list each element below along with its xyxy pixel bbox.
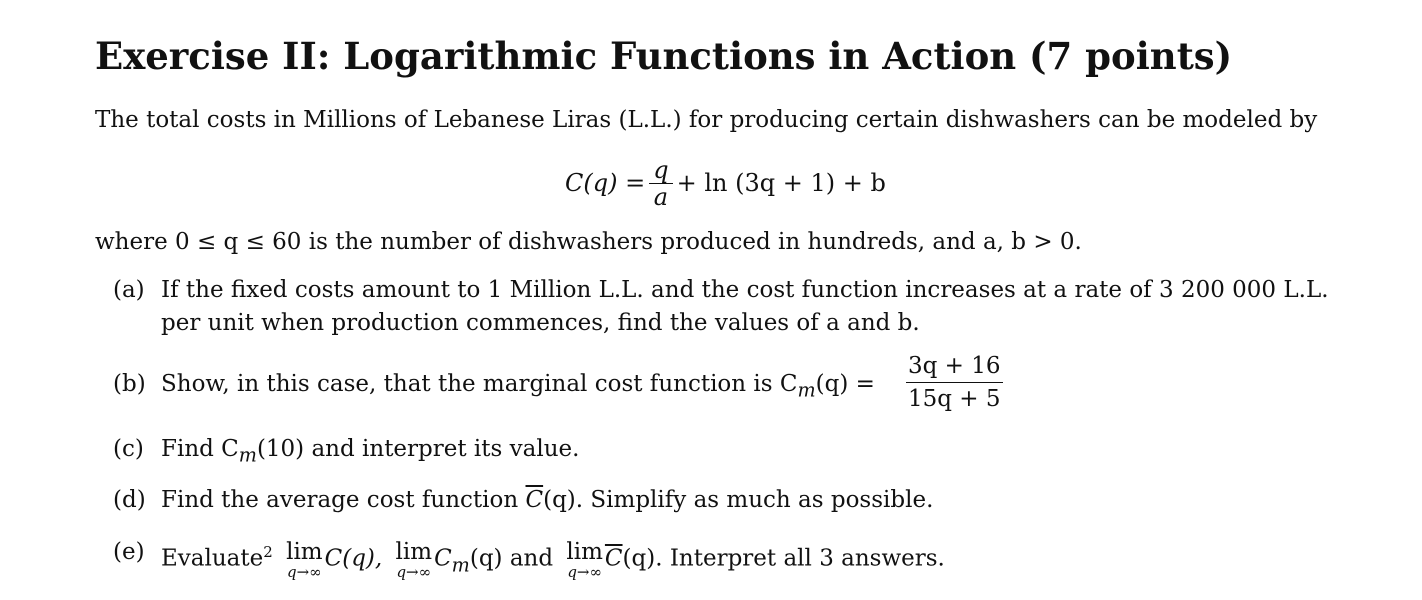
formula-fraction: [649, 157, 672, 210]
part-d: [113, 484, 934, 517]
part-c-pre: Find C: [161, 436, 239, 462]
part-a: [113, 274, 1329, 307]
part-b-after: (q) =: [815, 371, 875, 397]
part-e-expr1: C(q),: [324, 545, 383, 572]
domain-statement: where 0 ≤ q ≤ 60 is the number of dishwashers produced in hundreds, and a, b > 0.: [95, 229, 1082, 255]
limit-word: lim: [566, 539, 603, 565]
limit-subscript: q→∞: [567, 563, 602, 581]
cost-formula: [565, 150, 886, 216]
limit-word: lim: [395, 539, 433, 565]
marginal-frac-numerator: 3q + 16: [908, 353, 1001, 379]
part-a-line2: per unit when production commences, find the values of a and b.: [161, 310, 920, 336]
intro-paragraph: The total costs in Millions of Lebanese Liras (L.L.) for producing certain dishwashers can be modeled by: [95, 107, 1318, 133]
part-e-cbar: $\overline{C}$: [604, 545, 623, 572]
part-e-expr3-post: (q). Interpret all 3 answers.: [622, 545, 945, 572]
part-b-text: Show, in this case, that the marginal cost function is C: [161, 371, 798, 397]
part-b: [113, 353, 1001, 412]
formula-lhs: C(q) =: [565, 169, 646, 197]
formula-frac-numerator: q: [653, 155, 669, 184]
part-b-label: (b): [113, 371, 146, 397]
part-a-continued: [113, 307, 920, 340]
exercise-title: Exercise II: Logarithmic Functions in Action (7 points): [95, 34, 1233, 78]
limit-subscript: q→∞: [396, 563, 432, 581]
marginal-cost-fraction: [906, 350, 1003, 415]
part-d-pre: Find the average cost function: [161, 487, 526, 513]
part-e-expr2-subscript: m: [451, 553, 470, 577]
part-d-cbar: $\overline{C}$: [525, 487, 544, 513]
part-e-label: (e): [113, 539, 145, 565]
part-c: [113, 433, 580, 467]
formula-frac-denominator: a: [653, 182, 669, 211]
part-d-label: (d): [113, 487, 146, 513]
limit-1: [286, 536, 323, 579]
part-e-expr2: C: [434, 545, 452, 572]
footnote-marker: 2: [263, 543, 273, 561]
part-e-pre: Evaluate: [161, 545, 264, 572]
part-c-label: (c): [113, 436, 144, 462]
part-c-subscript: m: [238, 443, 257, 467]
part-e-expr2-post: (q) and: [469, 545, 554, 572]
part-a-line1: If the fixed costs amount to 1 Million L.L. and the cost function increases at a rate of 3 200 000 L.L.: [161, 277, 1329, 303]
limit-subscript: q→∞: [287, 563, 322, 581]
formula-rhs: + ln (3q + 1) + b: [676, 169, 886, 197]
part-c-post: (10) and interpret its value.: [256, 436, 580, 462]
limit-3: [566, 536, 603, 579]
part-d-post: (q). Simplify as much as possible.: [543, 487, 934, 513]
part-e: [113, 536, 945, 581]
limit-word: lim: [286, 539, 323, 565]
marginal-frac-denominator: 15q + 5: [908, 386, 1001, 412]
part-a-label: (a): [113, 277, 145, 303]
limit-2: [396, 536, 433, 579]
part-b-subscript: m: [797, 378, 816, 402]
